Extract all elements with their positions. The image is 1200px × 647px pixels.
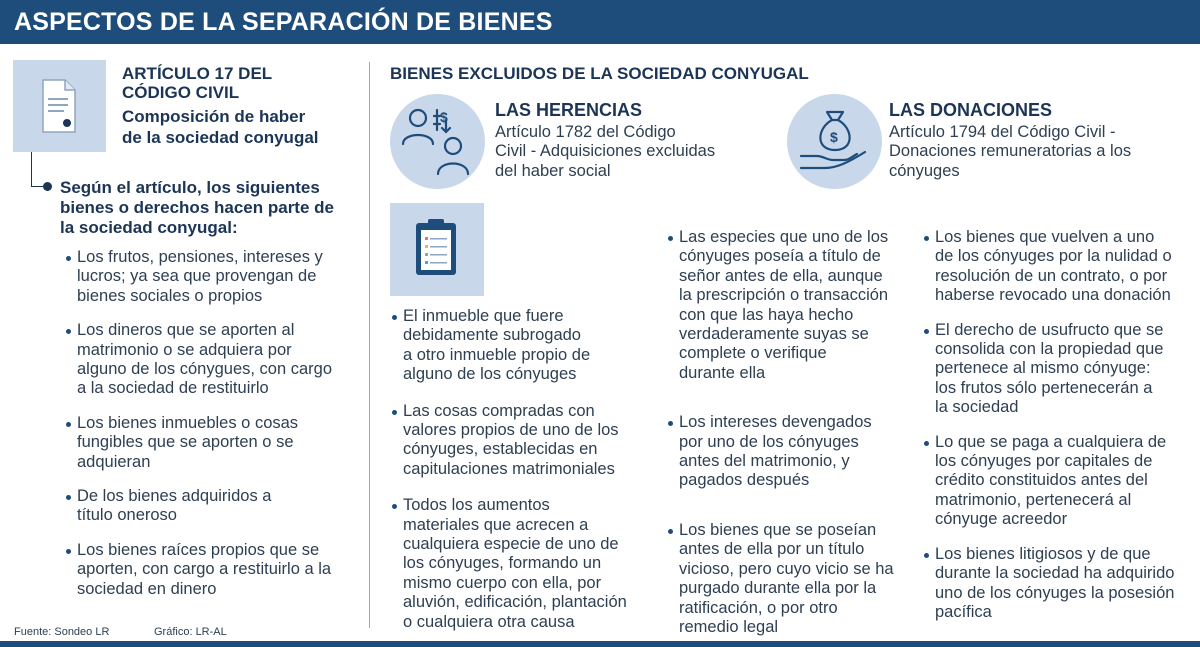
document-icon bbox=[13, 60, 106, 152]
list-item: Los bienes litigiosos y de que durante la sociedad ha adquirido uno de los cónyuges la posesión pacífica bbox=[922, 545, 1197, 623]
list-item: Las especies que uno de los cónyuges poseía a título de señor antes de ella, aunque la prescripción o transacción con que las haya hecho verdaderamente suyas se complete o verifique durante ella bbox=[666, 228, 916, 383]
list-item: Los frutos, pensiones, intereses y lucros; ya sea que provengan de bienes sociales o propios bbox=[64, 248, 364, 306]
list-item: De los bienes adquiridos a título oneroso bbox=[64, 487, 364, 526]
list-item: Los dineros que se aporten al matrimonio o se adquiera por alguno de los cónygues, con cargo a la sociedad de restituirlo bbox=[64, 321, 364, 399]
list-item: El inmueble que fuere debidamente subrogado a otro inmueble propio de alguno de los cónyuges bbox=[390, 307, 660, 385]
list-item: Los bienes inmuebles o cosas fungibles que se aporten o se adquieran bbox=[64, 414, 364, 472]
source-credit: Fuente: Sondeo LR bbox=[14, 626, 110, 638]
herencias-text: Artículo 1782 del Código Civil - Adquisiciones excluidas del haber social bbox=[495, 123, 716, 180]
article-title-line: ARTÍCULO 17 DEL bbox=[122, 64, 273, 83]
clipboard-icon bbox=[390, 203, 484, 296]
donation-icon-circle bbox=[787, 94, 882, 189]
herencias-title: LAS HERENCIAS bbox=[495, 100, 643, 120]
article-subtitle-line: de la sociedad conyugal bbox=[122, 128, 319, 147]
footer-bar bbox=[0, 641, 1200, 647]
main-bullet-line: la sociedad conyugal: bbox=[60, 218, 238, 237]
inheritance-icon bbox=[390, 94, 485, 189]
main-bullet-line: bienes o derechos hacen parte de bbox=[60, 198, 334, 217]
excluded-list-col3 bbox=[922, 228, 1197, 622]
header-bar bbox=[0, 0, 1200, 44]
clipboard-icon-box bbox=[390, 203, 484, 296]
svg-text:$: $ bbox=[830, 129, 838, 145]
article-title-line: CÓDIGO CIVIL bbox=[122, 83, 240, 102]
article-subtitle-line: Composición de haber bbox=[122, 107, 306, 126]
donaciones-title: LAS DONACIONES bbox=[889, 100, 1053, 120]
list-item: Los bienes que se poseían antes de ella por un título vicioso, pero cuyo vicio se ha purgado durante ella por la ratificación, o por otro remedio legal bbox=[666, 521, 916, 637]
inheritance-icon-circle bbox=[390, 94, 485, 189]
excluded-list-col2 bbox=[666, 228, 916, 637]
list-item: Los bienes raíces propios que se aporten, con cargo a restituirlo a la sociedad en dinero bbox=[64, 541, 364, 599]
excluded-list-col1 bbox=[390, 307, 660, 632]
donaciones-text: Artículo 1794 del Código Civil - Donaciones remuneratorias a los cónyuges bbox=[889, 123, 1132, 180]
left-bullet-list bbox=[64, 248, 364, 599]
list-item: Los bienes que vuelven a uno de los cónyuges por la nulidad o resolución de un contrato, o por haberse revocado una donación bbox=[922, 228, 1197, 306]
graphic-credit: Gráfico: LR-AL bbox=[154, 626, 227, 638]
main-bullet-text bbox=[60, 178, 360, 238]
main-bullet-line: Según el artículo, los siguientes bbox=[60, 178, 320, 197]
list-item: Las cosas compradas con valores propios de uno de los cónyuges, establecidas en capitulaciones matrimoniales bbox=[390, 402, 660, 480]
main-bullet-dot bbox=[43, 182, 52, 191]
article-subtitle bbox=[122, 106, 362, 148]
section-title: BIENES EXCLUIDOS DE LA SOCIEDAD CONYUGAL bbox=[390, 64, 809, 83]
list-item: Lo que se paga a cualquiera de los cónyuges por capitales de crédito constituidos antes del matrimonio, pertenecerá al cónyuge acreedor bbox=[922, 433, 1197, 530]
connector-line bbox=[31, 152, 32, 186]
column-divider bbox=[369, 62, 370, 628]
donation-icon bbox=[787, 94, 882, 189]
connector-line bbox=[31, 186, 43, 187]
list-item: Todos los aumentos materiales que acrecen a cualquiera especie de uno de los cónyuges, formando un mismo cuerpo con ella, por aluvión, edificación, plantación o cualquiera otra causa bbox=[390, 496, 660, 632]
article-title bbox=[122, 64, 362, 102]
page-title: ASPECTOS DE LA SEPARACIÓN DE BIENES bbox=[14, 8, 553, 36]
document-icon-box bbox=[13, 60, 106, 152]
list-item: Los intereses devengados por uno de los cónyuges antes del matrimonio, y pagados después bbox=[666, 413, 916, 491]
svg-text:$: $ bbox=[440, 109, 448, 125]
list-item: El derecho de usufructo que se consolida con la propiedad que pertenece al mismo cónyuge: los frutos sólo pertenecerán a la sociedad bbox=[922, 321, 1197, 418]
